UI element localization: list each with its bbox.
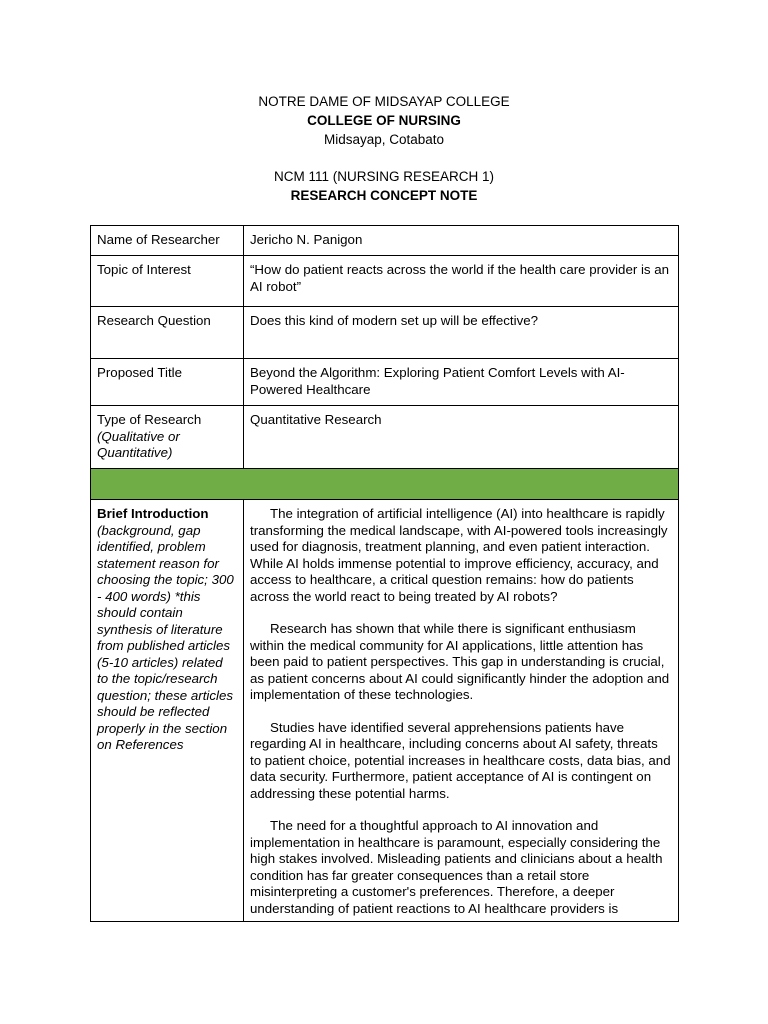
section-divider [91, 469, 679, 500]
type-value: Quantitative Research [244, 406, 679, 469]
intro-label-cell [91, 500, 244, 922]
intro-paragraph: Research has shown that while there is significant enthusiasm within the medical community for AI applications, little attention has been paid to patient perspectives. This gap in understanding is crucial, as patient concerns about AI could significantly hinder the adoption and implementation of these technologies. [250, 621, 670, 702]
type-label-cell [91, 406, 244, 469]
row-intro [91, 500, 679, 922]
college-name: COLLEGE OF NURSING [307, 113, 461, 128]
title-label: Proposed Title [91, 359, 244, 406]
intro-paragraph: Studies have identified several apprehensions patients have regarding AI in healthcare, including concerns about AI safety, threats to patient choice, potential increases in healthcare costs, data bias, and data security. Furthermore, patient acceptance of AI is contingent on addressing these potential harms. [250, 719, 671, 801]
course-title: NCM 111 (NURSING RESEARCH 1) [273, 169, 495, 184]
intro-paragraph: The integration of artificial intelligence (AI) into healthcare is rapidly transforming the medical landscape, with AI-powered tools increasingly used for diagnosis, treatment planning, and even patient interaction. While AI holds immense potential to improve efficiency, accuracy, and access to healthcare, a critical question remains: how do patients across the world react to being treated by AI robots? [250, 506, 668, 604]
question-label: Research Question [91, 307, 244, 359]
row-researcher [91, 226, 679, 256]
question-value: Does this kind of modern set up will be effective? [244, 307, 679, 359]
intro-sublabel: (background, gap identified, problem statement reason for choosing the topic; 300 - 400 words) *this should contain synthesis of literature from published articles (5-10 articles) related to the topic/research question; these articles should be reflected properly in the section on References [97, 522, 234, 752]
row-topic [91, 256, 679, 307]
document-title: RESEARCH CONCEPT NOTE [290, 188, 478, 203]
type-sublabel: (Qualitative or Quantitative) [97, 428, 180, 460]
section-divider-band [91, 469, 679, 500]
row-type [91, 406, 679, 469]
researcher-label: Name of Researcher [91, 226, 244, 256]
concept-note-table [90, 225, 679, 922]
topic-value: “How do patient reacts across the world if the health care provider is an AI robot” [244, 256, 679, 307]
title-value: Beyond the Algorithm: Exploring Patient Comfort Levels with AI-Powered Healthcare [244, 359, 679, 406]
topic-label: Topic of Interest [91, 256, 244, 307]
row-title [91, 359, 679, 406]
researcher-value: Jericho N. Panigon [244, 226, 679, 256]
intro-body [244, 500, 679, 922]
row-question [91, 307, 679, 359]
institution-name: NOTRE DAME OF MIDSAYAP COLLEGE [258, 94, 510, 109]
type-label: Type of Research [97, 412, 202, 427]
intro-paragraph: The need for a thoughtful approach to AI innovation and implementation in healthcare is paramount, especially considering the high stakes involved. Misleading patients and clinicians about a health condition has far greater consequences than a retail store misinterpreting a customer's preferences. Therefore, a deeper understanding of patient reactions to AI healthcare providers is [250, 818, 663, 916]
college-location: Midsayap, Cotabato [323, 132, 445, 147]
intro-label: Brief Introduction [97, 506, 209, 521]
